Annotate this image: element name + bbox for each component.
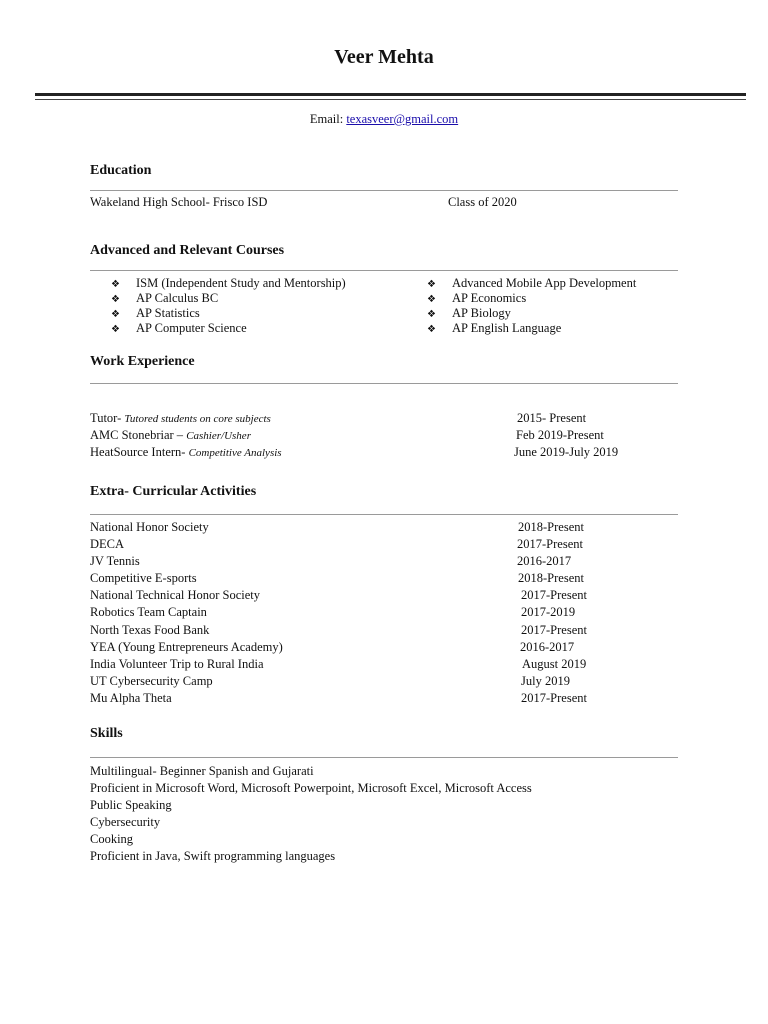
diamond-bullet-icon: ❖ <box>111 294 120 305</box>
diamond-bullet-icon: ❖ <box>111 309 120 320</box>
activity-item <box>90 604 690 621</box>
skill-item: Proficient in Java, Swift programming languages <box>90 849 336 863</box>
courses-divider <box>90 270 678 271</box>
activity-name: UT Cybersecurity Camp <box>90 673 213 688</box>
activity-item <box>90 656 690 673</box>
activity-dates: 2018-Present <box>518 520 584 534</box>
work-role: Tutor- <box>90 411 125 425</box>
activity-dates: 2017-Present <box>521 622 587 637</box>
activity-name: India Volunteer Trip to Rural India <box>90 656 264 671</box>
activity-item <box>90 587 690 604</box>
activity-name: Mu Alpha Theta <box>90 690 172 705</box>
resume-name: Veer Mehta <box>334 46 434 68</box>
activity-name: National Technical Honor Society <box>90 588 261 603</box>
skill-item: Public Speaking <box>90 798 172 812</box>
work-dates: 2015- Present <box>517 411 587 425</box>
work-item-text <box>90 428 251 443</box>
course-item <box>427 306 636 321</box>
course-name: ISM (Independent Study and Mentorship) <box>136 276 346 290</box>
courses-left-list <box>111 276 346 336</box>
work-item <box>90 445 690 462</box>
course-name: AP Biology <box>452 306 511 320</box>
activity-dates: 2017-Present <box>521 588 587 603</box>
email-link[interactable]: texasveer@gmail.com <box>346 112 459 126</box>
course-item <box>111 276 346 291</box>
course-name: AP Economics <box>452 291 527 305</box>
activity-name: YEA (Young Entrepreneurs Academy) <box>90 639 283 654</box>
skills-title: Skills <box>90 726 123 741</box>
activity-dates: 2016-2017 <box>520 639 575 654</box>
work-role: HeatSource Intern- <box>90 445 189 459</box>
activity-dates: 2017-Present <box>517 537 583 552</box>
education-title: Education <box>90 163 152 178</box>
course-name: Advanced Mobile App Development <box>452 276 637 290</box>
diamond-bullet-icon: ❖ <box>427 294 436 305</box>
course-name: AP English Language <box>452 321 562 335</box>
activities-list <box>90 519 690 707</box>
work-detail: Tutored students on core subjects <box>124 413 271 425</box>
work-title: Work Experience <box>90 354 195 369</box>
work-divider <box>90 383 678 384</box>
activity-dates: 2016-2017 <box>517 554 572 569</box>
activity-name: DECA <box>90 537 125 552</box>
course-item <box>427 321 636 336</box>
skills-divider <box>90 757 678 758</box>
activity-item <box>90 690 690 707</box>
activity-item <box>90 622 690 639</box>
course-item <box>111 291 346 306</box>
work-role: AMC Stonebriar – <box>90 428 187 442</box>
diamond-bullet-icon: ❖ <box>111 279 120 290</box>
activity-name: North Texas Food Bank <box>90 622 210 637</box>
diamond-bullet-icon: ❖ <box>111 324 120 335</box>
activity-name: Robotics Team Captain <box>90 605 207 620</box>
work-item-text <box>90 445 282 460</box>
activities-divider <box>90 514 678 515</box>
activity-item <box>90 673 690 690</box>
skills-list <box>90 763 532 865</box>
education-school: Wakeland High School- Frisco ISD <box>90 195 268 209</box>
header-divider-thin <box>35 99 746 100</box>
activity-item <box>90 570 690 587</box>
activity-dates: 2017-2019 <box>521 605 576 620</box>
work-dates: Feb 2019-Present <box>516 428 604 442</box>
activity-name: National Honor Society <box>90 520 209 534</box>
email-label: Email: <box>309 112 347 126</box>
work-dates: June 2019-July 2019 <box>514 445 619 459</box>
work-item <box>90 428 690 445</box>
course-item <box>427 291 636 306</box>
course-name: AP Computer Science <box>136 321 247 335</box>
work-item <box>90 411 690 428</box>
work-detail: Cashier/Usher <box>186 430 251 442</box>
courses-title: Advanced and Relevant Courses <box>90 243 285 258</box>
education-divider <box>90 190 678 191</box>
skill-item: Cooking <box>90 832 134 846</box>
activity-name: JV Tennis <box>90 554 140 569</box>
course-item <box>427 276 636 291</box>
courses-right-list <box>427 276 636 336</box>
education-class: Class of 2020 <box>448 195 517 209</box>
activity-item <box>90 639 690 656</box>
email-line <box>0 112 768 127</box>
work-item-text <box>90 411 271 426</box>
header-divider-thick <box>35 93 746 96</box>
course-name: AP Calculus BC <box>136 291 219 305</box>
course-name: AP Statistics <box>136 306 200 320</box>
skill-item: Proficient in Microsoft Word, Microsoft Powerpoint, Microsoft Excel, Microsoft Access <box>90 781 532 795</box>
activity-item <box>90 536 690 553</box>
diamond-bullet-icon: ❖ <box>427 309 436 320</box>
diamond-bullet-icon: ❖ <box>427 279 436 290</box>
course-item <box>111 306 346 321</box>
diamond-bullet-icon: ❖ <box>427 324 436 335</box>
activity-dates: August 2019 <box>522 656 587 671</box>
skill-item: Cybersecurity <box>90 815 161 829</box>
activity-item <box>90 519 690 536</box>
skill-item: Multilingual- Beginner Spanish and Gujarati <box>90 764 314 778</box>
activities-title: Extra- Curricular Activities <box>90 484 257 499</box>
activity-dates: 2017-Present <box>521 690 587 705</box>
activity-name: Competitive E-sports <box>90 571 197 586</box>
activity-dates: July 2019 <box>521 673 570 688</box>
activity-item <box>90 553 690 570</box>
course-item <box>111 321 346 336</box>
activity-dates: 2018-Present <box>518 571 584 586</box>
work-detail: Competitive Analysis <box>188 447 282 459</box>
